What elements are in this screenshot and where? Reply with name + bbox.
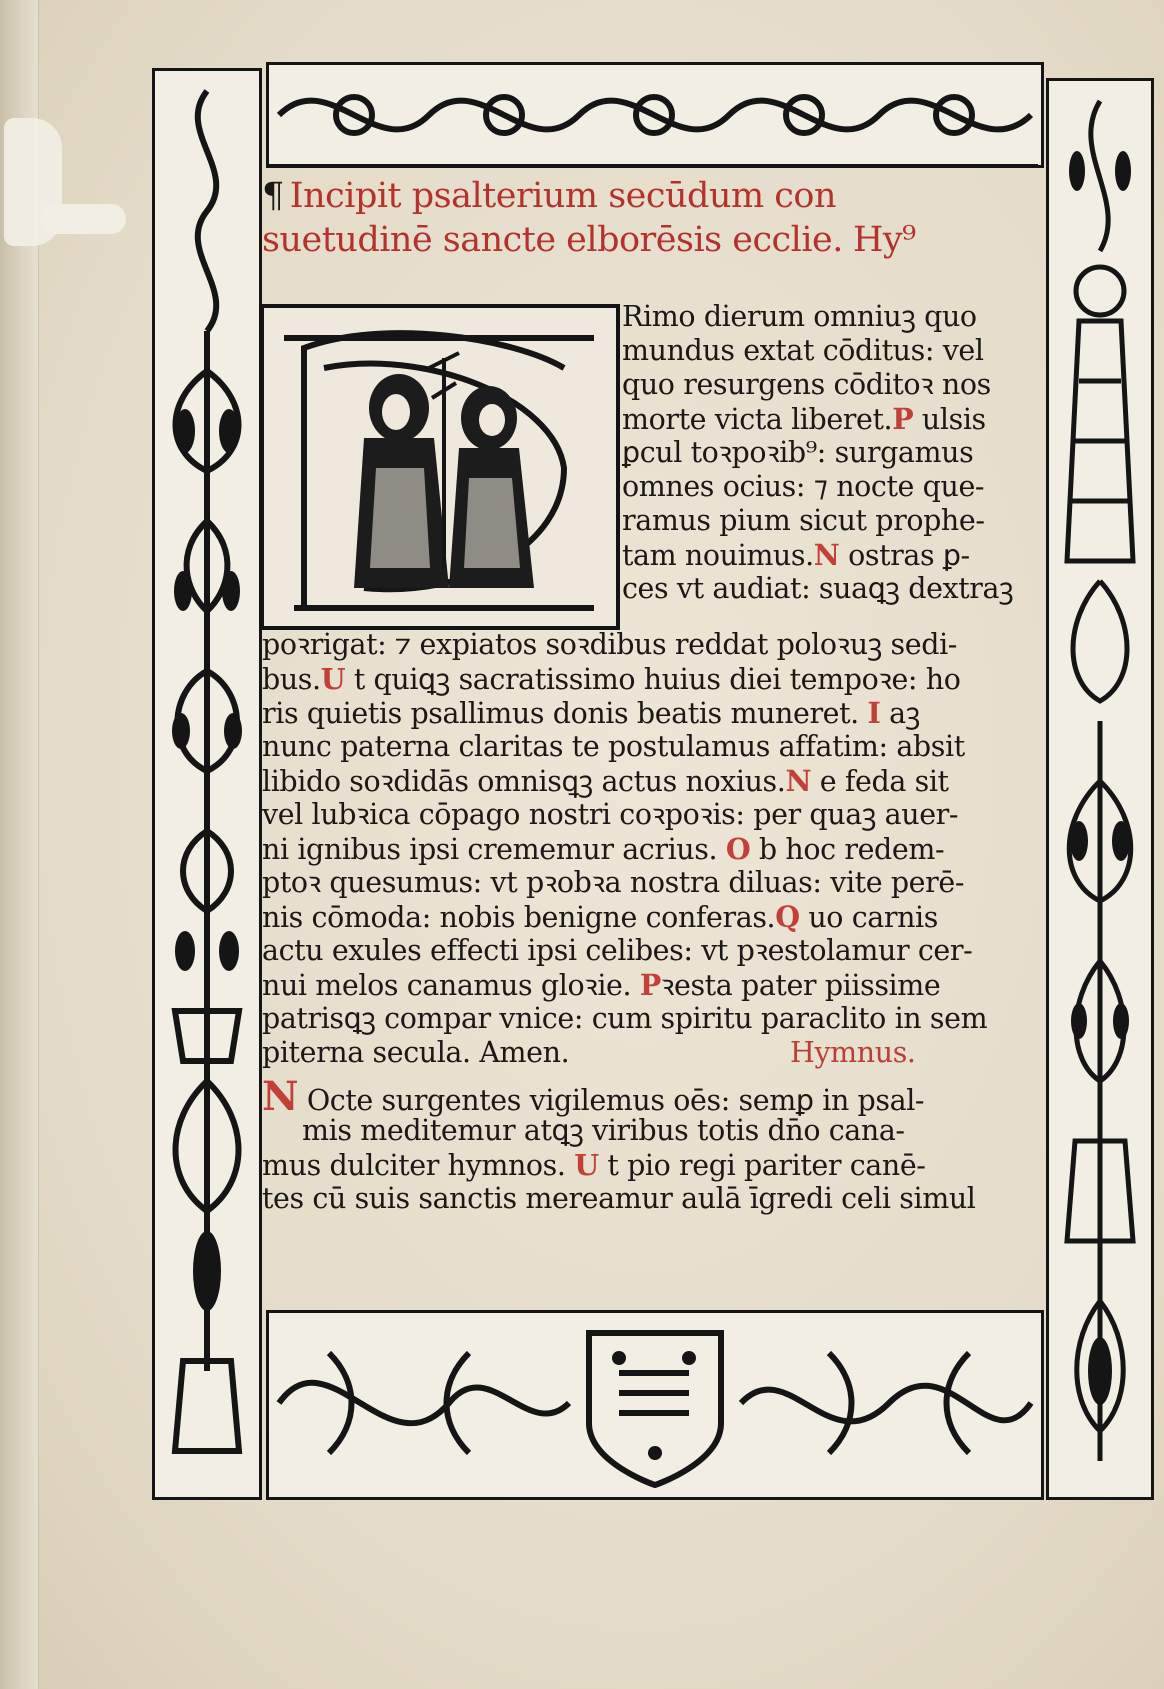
historiated-initial-p: [260, 304, 620, 630]
bottom-woodcut-border: [266, 1310, 1044, 1500]
text-line-2: mundus extat cōditus: vel: [622, 334, 984, 367]
text-line-20: nui melos canamus gloꝛie. Pꝛesta pater piissime: [262, 968, 941, 1002]
heading-line-1: ¶ Incipit psalterium secūdum con: [262, 176, 837, 216]
scroll-woodcut: [269, 65, 1041, 165]
hymn2-line-3: mus dulciter hymnos. U t pio regi pariter canē-: [262, 1148, 926, 1182]
text-line-4: morte victa liberet.P ulsis: [622, 402, 986, 436]
text-line-18: nis cōmoda: nobis benigne conferas.Q uo carnis: [262, 900, 938, 934]
text-line-5: ꝑcul toꝛpoꝛib⁹: surgamus: [622, 436, 974, 469]
ribbon-cord: [40, 204, 126, 234]
text-line-16: ni ignibus ipsi crememur acrius. O b hoc redem-: [262, 832, 945, 866]
text-line-10: poꝛrigat: ⁊ expiatos soꝛdibus reddat poloꝛuꝫ sedi-: [262, 628, 958, 661]
figure-column-woodcut: [1049, 81, 1151, 1497]
text-line-12: ris quietis psallimus donis beatis muneret. I aꝫ: [262, 696, 920, 730]
pilcrow-mark: ¶: [262, 176, 284, 216]
top-woodcut-border: [266, 62, 1044, 168]
heading-line-2: suetudinē sancte elborēsis ecclie. Hy⁹: [262, 220, 916, 260]
text-line-9: ces vt audiat: suaꝗꝫ dextraꝫ: [622, 572, 1014, 605]
page-gutter: [0, 0, 39, 1689]
hymn2-line-2: mis meditemur atꝗꝫ viribus totis dn̄o cana-: [302, 1114, 905, 1147]
hymn2-line-4: tes cū suis sanctis mereamur aulā īgredi celi simul: [262, 1182, 976, 1215]
text-line-22: piterna secula. Amen.: [262, 1036, 570, 1069]
vine-vase-woodcut: [155, 71, 259, 1497]
text-line-13: nunc paterna claritas te postulamus affatim: absit: [262, 730, 965, 763]
text-line-19: actu exules effecti ipsi celibes: vt pꝛestolamur cer-: [262, 934, 973, 967]
text-line-3: quo resurgens cōditoꝛ nos: [622, 368, 991, 401]
text-column: [262, 168, 1042, 1310]
text-line-8: tam nouimus.N ostras ꝑ-: [622, 538, 970, 572]
rubric-heading: [262, 174, 1042, 262]
text-line-15: vel lubꝛica cōpago nostri coꝛpoꝛis: per quaꝫ auer-: [262, 798, 959, 831]
text-line-6: omnes ocius: ⁊ nocte que-: [622, 470, 985, 503]
text-line-1: Rimo dierum omniuꝫ quo: [622, 300, 977, 333]
text-line-21: patrisꝗꝫ compar vnice: cum spiritu paraclito in sem: [262, 1002, 988, 1035]
two-figures-woodcut: [264, 308, 616, 626]
text-rule-top: [266, 164, 1038, 167]
left-woodcut-border: [152, 68, 262, 1500]
text-line-14: libido soꝛdidās omnisꝗꝫ actus noxius.N e feda sit: [262, 764, 949, 798]
hymnus-rubric: Hymnus.: [790, 1036, 916, 1069]
text-line-17: ptoꝛ quesumus: vt pꝛobꝛa nostra diluas: vite perē-: [262, 866, 965, 899]
hymn2-line-1: N Octe surgentes vigilemus oēs: semꝑ in psal-: [262, 1073, 925, 1120]
right-woodcut-border: [1046, 78, 1154, 1500]
text-line-7: ramus pium sicut prophe-: [622, 504, 985, 537]
foliage-shield-woodcut: [269, 1313, 1041, 1497]
text-line-11: bus.U t quiꝗꝫ sacratissimo huius diei tempoꝛe: ho: [262, 662, 961, 696]
